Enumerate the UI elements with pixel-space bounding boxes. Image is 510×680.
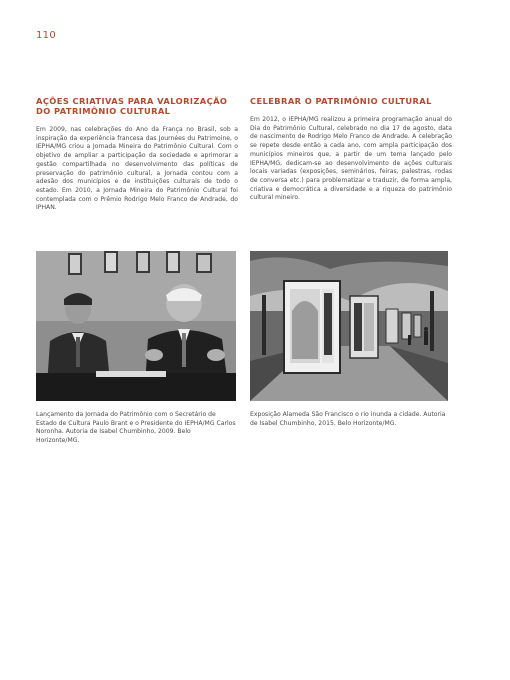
left-column bbox=[36, 96, 238, 213]
meeting-photo-image bbox=[36, 251, 236, 401]
left-column-heading: AÇÕES CRIATIVAS PARA VALORIZAÇÃO DO PATRIMÔNIO CULTURAL bbox=[36, 96, 228, 116]
meeting-photo-caption: Lançamento da Jornada do Patrimônio com o Secretário de Estado de Cultura Paulo Brant e o Presidente do IEPHA/MG Carlos Noronha. Autoria de Isabel Chumbinho, 2009. Belo Horizonte/MG. bbox=[36, 411, 236, 445]
exhibition-photo bbox=[250, 251, 448, 401]
exhibition-photo-caption: Exposição Alameda São Francisco o rio inunda a cidade. Autoria de Isabel Chumbinho, 2015. Belo Horizonte/MG. bbox=[250, 411, 446, 427]
meeting-photo bbox=[36, 251, 236, 401]
page-number: 110 bbox=[36, 30, 56, 41]
right-column bbox=[250, 96, 452, 203]
right-column-heading: CELEBRAR O PATRIMÔNIO CULTURAL bbox=[250, 96, 432, 106]
right-column-body: Em 2012, o IEPHA/MG realizou a primeira programação anual do Dia do Patrimônio Cultural, celebrado no dia 17 de agosto, data de nascimento de Rodrigo Melo Franco de Andrade. A celebração se repete desde então a cada ano, com ampla participação dos municípios mineiros que, a partir de um tema lançado pelo IEPHA/MG, dedicam-se ao desenvolvimento de ações culturais locais variadas (exposições, seminários, feiras, palestras, rodas de conversa etc.) para problematizar e traduzir, de forma ampla, criativa e democrática a diversidade e a riqueza do patrimônio cultural mineiro. bbox=[250, 116, 452, 202]
left-column-body: Em 2009, nas celebrações do Ano da França no Brasil, sob a inspiração da experiência francesa das Journées du Patrimoine, o IEPHA/MG criou a Jornada Mineira do Patrimônio Cultural. Com o objetivo de ampliar a participação da sociedade e aprimorar a gestão compartilhada no desenvolvimento das políticas de preservação do patrimônio cultural, a Jornada contou com a adesão dos municípios e de instituições culturais de todo o estado. Em 2010, a Jornada Mineira do Patrimônio Cultural foi contemplada com o Prêmio Rodrigo Melo Franco de Andrade, do IPHAN. bbox=[36, 126, 238, 212]
exhibition-photo-image bbox=[250, 251, 448, 401]
